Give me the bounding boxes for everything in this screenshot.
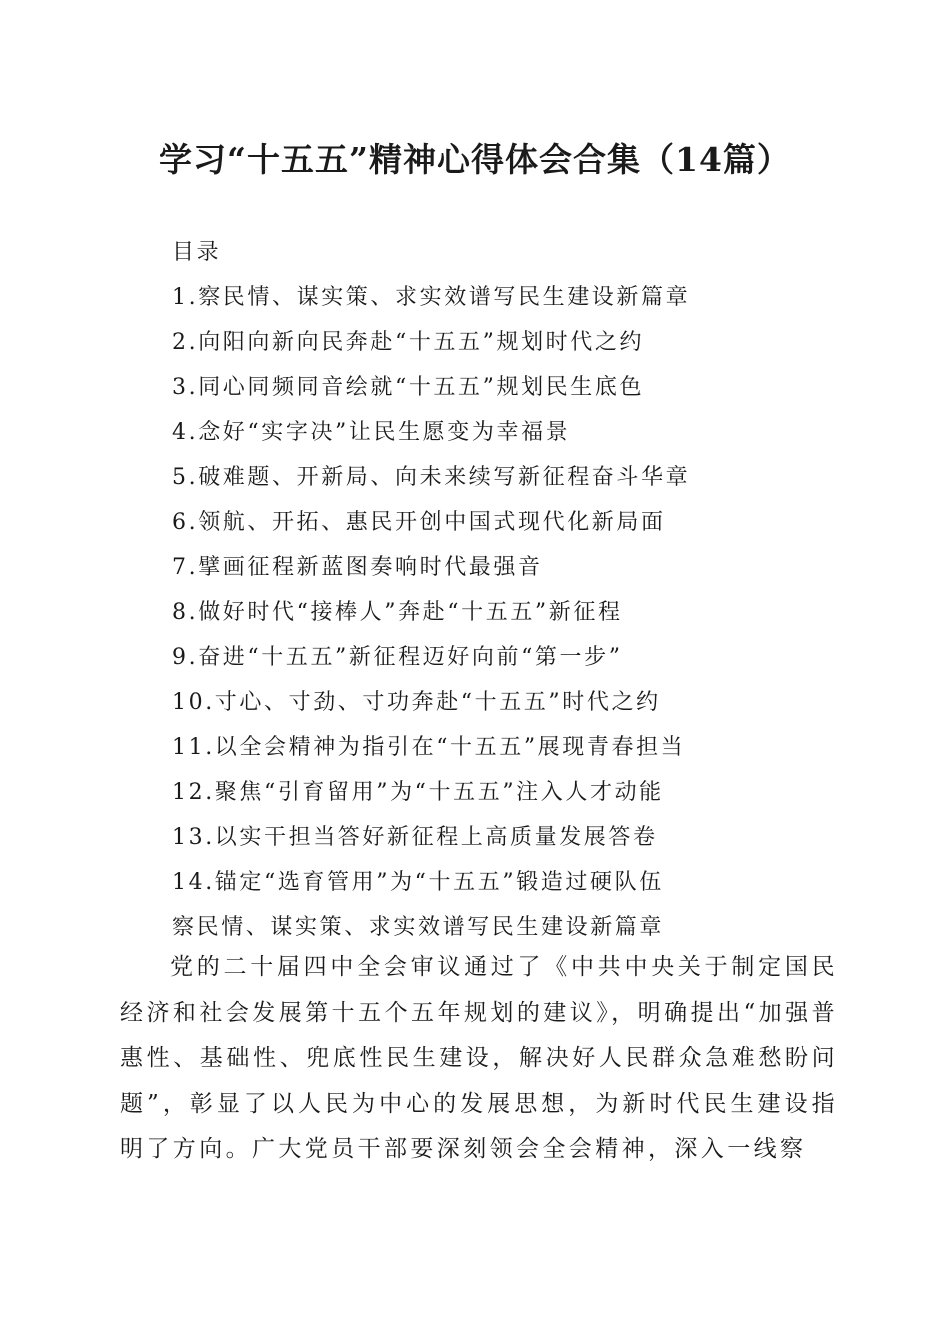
table-of-contents (172, 230, 872, 950)
toc-item: 13.以实干担当答好新征程上高质量发展答卷 (172, 825, 658, 850)
body-paragraph: 党的二十届四中全会审议通过了《中共中央关于制定国民经济和社会发展第十五个五年规划的建议》，明确提出“加强普惠性、基础性、兜底性民生建设，解决好人民群众急难愁盼问题”，彰显了以人民为中心的发展思想，为新时代民生建设指明了方向。广大党员干部要深刻领会全会精神，深入一线察 (120, 954, 838, 1162)
toc-item: 11.以全会精神为指引在“十五五”展现青春担当 (172, 735, 686, 760)
toc-item: 14.锚定“选育管用”为“十五五”锻造过硬队伍 (172, 870, 664, 895)
section-title: 察民情、谋实策、求实效谱写民生建设新篇章 (172, 915, 665, 940)
toc-item: 8.做好时代“接棒人”奔赴“十五五”新征程 (172, 600, 623, 625)
toc-item: 3.同心同频同音绘就“十五五”规划民生底色 (172, 375, 645, 400)
toc-item: 5.破难题、开新局、向未来续写新征程奋斗华章 (172, 465, 691, 490)
toc-item: 9.奋进“十五五”新征程迈好向前“第一步” (172, 645, 623, 670)
toc-item: 10.寸心、寸劲、寸功奔赴“十五五”时代之约 (172, 690, 661, 715)
toc-item: 6.领航、开拓、惠民开创中国式现代化新局面 (172, 510, 666, 535)
toc-heading: 目录 (172, 240, 222, 265)
toc-item: 1.察民情、谋实策、求实效谱写民生建设新篇章 (172, 285, 691, 310)
toc-item: 4.念好“实字决”让民生愿变为幸福景 (172, 420, 571, 445)
toc-item: 7.擘画征程新蓝图奏响时代最强音 (172, 555, 543, 580)
toc-item: 12.聚焦“引育留用”为“十五五”注入人才动能 (172, 780, 664, 805)
document-title: 学习“十五五”精神心得体会合集（14篇） (159, 140, 791, 179)
toc-item: 2.向阳向新向民奔赴“十五五”规划时代之约 (172, 330, 645, 355)
